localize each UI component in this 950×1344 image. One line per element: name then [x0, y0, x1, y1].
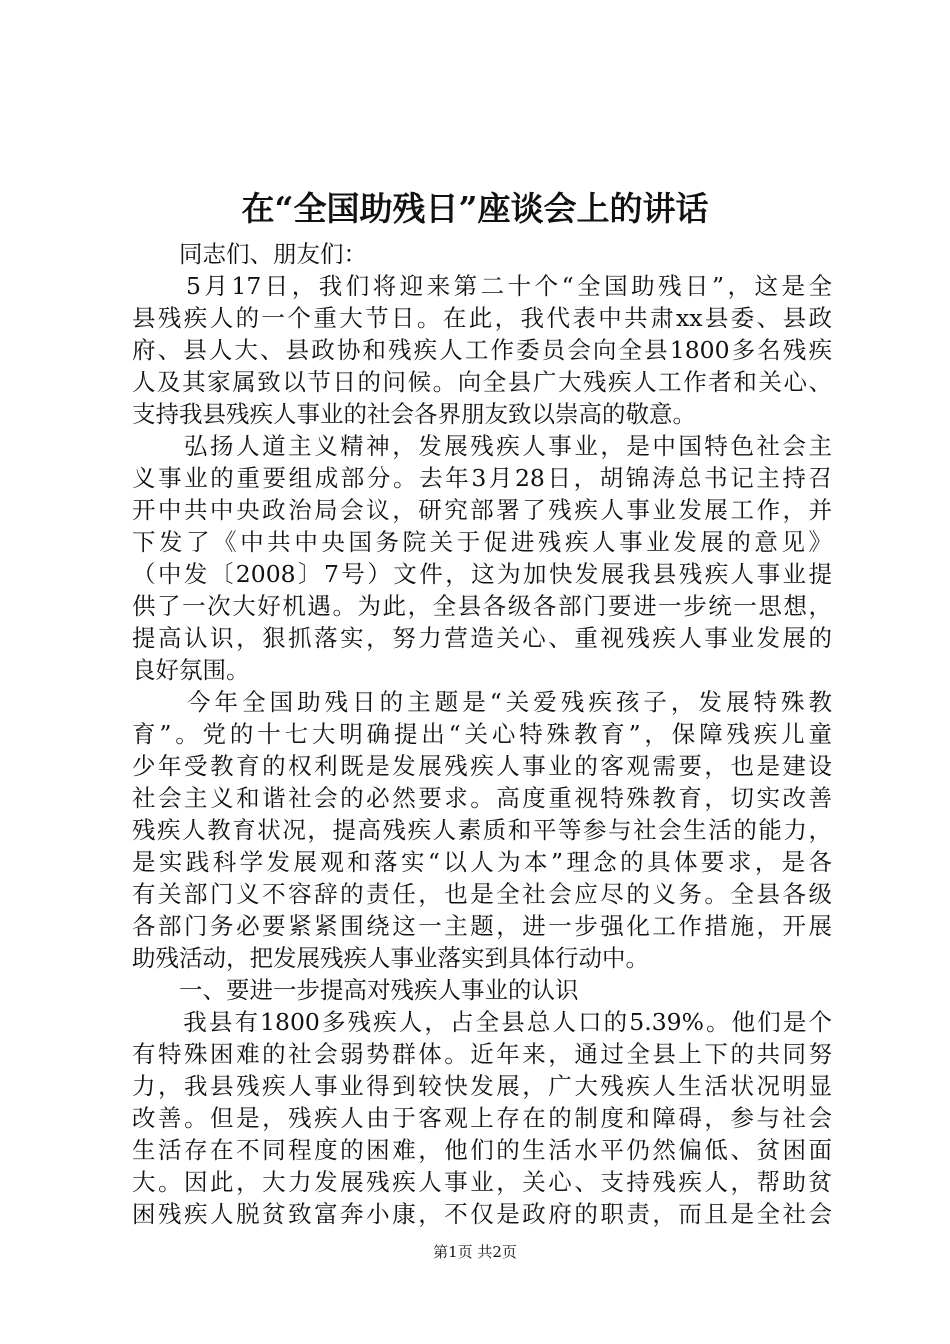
body-line: 改善。但是，残疾人由于客观上存在的制度和障碍，参与社会 — [132, 1104, 832, 1132]
body-line: 生活存在不同程度的困难，他们的生活水平仍然偏低、贫困面 — [132, 1136, 832, 1164]
body-line: 育”。党的十七大明确提出“关心特殊教育”，保障残疾儿童 — [132, 720, 832, 748]
body-line: 同志们、朋友们： — [132, 240, 367, 268]
body-line: 良好氛围。 — [132, 656, 250, 684]
body-line: 开中共中央政治局会议，研究部署了残疾人事业发展工作，并 — [132, 496, 832, 524]
body-line: 人及其家属致以节日的问候。向全县广大残疾人工作者和关心、 — [132, 368, 832, 396]
body-line: 供了一次大好机遇。为此，全县各级各部门要进一步统一思想， — [132, 592, 832, 620]
body-line: 大。因此，大力发展残疾人事业，关心、支持残疾人，帮助贫 — [132, 1168, 832, 1196]
body-line: 下发了《中共中央国务院关于促进残疾人事业发展的意见》 — [132, 528, 832, 556]
page-footer: 第1页 共2页 — [433, 1243, 517, 1261]
body-line: 提高认识，狠抓落实，努力营造关心、重视残疾人事业发展的 — [132, 624, 832, 652]
body-line: 今年全国助残日的主题是“关爱残疾孩子，发展特殊教 — [132, 688, 832, 716]
body-line: 各部门务必要紧紧围绕这一主题，进一步强化工作措施，开展 — [132, 912, 832, 940]
body-line: 我县有1800多残疾人，占全县总人口的5.39%。他们是个 — [132, 1008, 832, 1036]
body-line: 支持我县残疾人事业的社会各界朋友致以崇高的敬意。 — [132, 400, 696, 428]
body-line: 县残疾人的一个重大节日。在此，我代表中共肃xx县委、县政 — [132, 304, 832, 332]
body-line: 残疾人教育状况，提高残疾人素质和平等参与社会生活的能力， — [132, 816, 832, 844]
page-title: 在“全国助残日”座谈会上的讲话 — [241, 189, 709, 228]
body-line: 5月17日，我们将迎来第二十个“全国助残日”，这是全 — [132, 272, 832, 300]
body-line: 困残疾人脱贫致富奔小康，不仅是政府的职责，而且是全社会 — [132, 1200, 832, 1228]
body-line: （中发〔2008〕7号）文件，这为加快发展我县残疾人事业提 — [132, 560, 832, 588]
body-line: 弘扬人道主义精神，发展残疾人事业，是中国特色社会主 — [132, 432, 832, 460]
body-line: 有特殊困难的社会弱势群体。近年来，通过全县上下的共同努 — [132, 1040, 832, 1068]
body-line: 义事业的重要组成部分。去年3月28日，胡锦涛总书记主持召 — [132, 464, 832, 492]
body-line: 有关部门义不容辞的责任，也是全社会应尽的义务。全县各级 — [132, 880, 832, 908]
body-line: 是实践科学发展观和落实“以人为本”理念的具体要求，是各 — [132, 848, 832, 876]
speech-body — [132, 238, 832, 1230]
body-line: 助残活动，把发展残疾人事业落实到具体行动中。 — [132, 944, 649, 972]
body-line: 社会主义和谐社会的必然要求。高度重视特殊教育，切实改善 — [132, 784, 832, 812]
body-line: 一、要进一步提高对残疾人事业的认识 — [132, 976, 579, 1004]
body-line: 府、县人大、县政协和残疾人工作委员会向全县1800多名残疾 — [132, 336, 832, 364]
body-line: 力，我县残疾人事业得到较快发展，广大残疾人生活状况明显 — [132, 1072, 832, 1100]
body-line: 少年受教育的权利既是发展残疾人事业的客观需要，也是建设 — [132, 752, 832, 780]
